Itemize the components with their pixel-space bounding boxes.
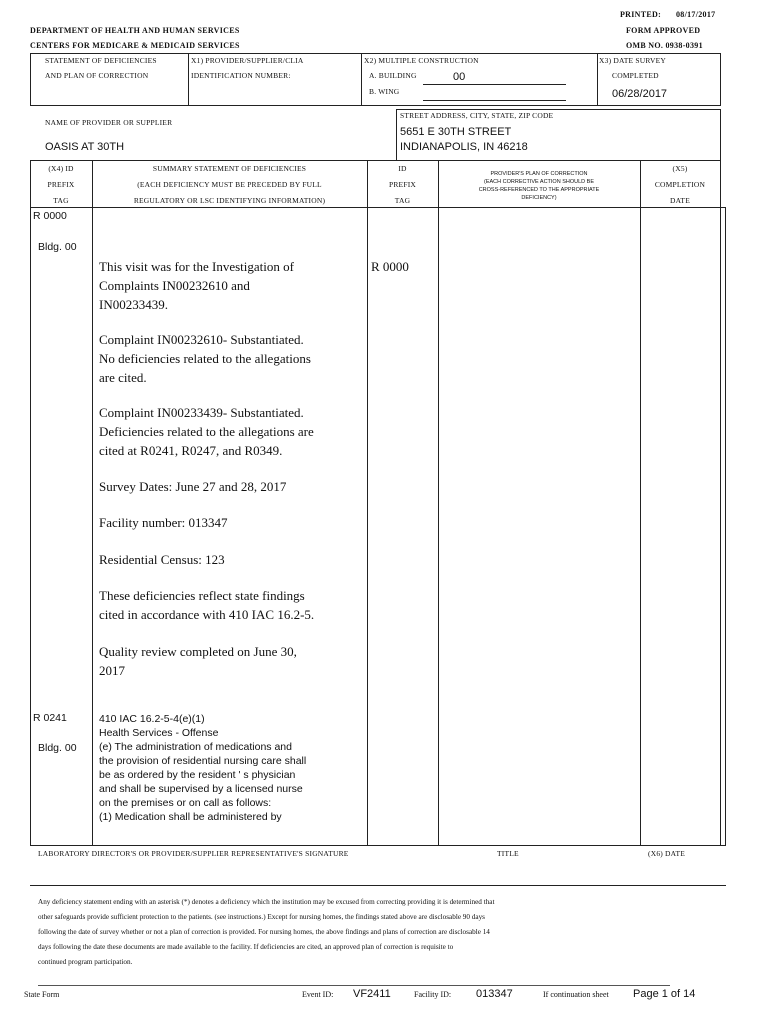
statement-label: STATEMENT OF DEFICIENCIES	[45, 56, 157, 65]
x4-header-3: TAG	[53, 196, 69, 205]
centers-name: CENTERS FOR MEDICARE & MEDICAID SERVICES	[30, 41, 240, 50]
row-bldg-1: Bldg. 00	[38, 241, 77, 253]
provider-name-value: OASIS AT 30TH	[45, 141, 125, 153]
footnote	[38, 895, 718, 970]
x1-label-2: IDENTIFICATION NUMBER:	[191, 71, 291, 80]
facility-id-label: Facility ID:	[414, 990, 452, 999]
plan-header-3: CROSS-REFERENCED TO THE APPROPRIATE	[478, 187, 600, 193]
building-label: A. BUILDING	[369, 71, 417, 80]
x4-header: (X4) ID	[48, 164, 74, 173]
footnote-line-2: other safeguards provide sufficient protection to the patients. (see instructions.) Except for nursing homes, the findings stated above are disclosable 90 days	[38, 913, 485, 921]
id-header: ID	[398, 164, 407, 173]
x4-header-2: PREFIX	[47, 180, 75, 189]
paragraph-facility-number: Facility number: 013347	[99, 515, 228, 530]
paragraph-state-findings: These deficiencies reflect state findings cited in accordance with 410 IAC 16.2-5.	[99, 588, 315, 622]
summary-header: SUMMARY STATEMENT OF DEFICIENCIES	[152, 164, 307, 173]
footnote-line-3: following the date of survey whether or not a plan of correction is provided. For nursing homes, the above findings and plans of correction are disclosable 14	[38, 928, 490, 936]
paragraph-survey-dates: Survey Dates: June 27 and 28, 2017	[99, 479, 287, 494]
plan-header-4: DEFICIENCY)	[521, 195, 557, 201]
title-label: TITLE	[497, 849, 519, 858]
address-label: STREET ADDRESS, CITY, STATE, ZIP CODE	[400, 111, 554, 120]
footnote-line-1: Any deficiency statement ending with an asterisk (*) denotes a deficiency which the institution may be excused from correcting providing it is determined that	[38, 898, 495, 906]
address-line-2: INDIANAPOLIS, IN 46218	[400, 141, 528, 153]
x3-label: X3) DATE SURVEY	[599, 56, 666, 65]
signature-label: LABORATORY DIRECTOR'S OR PROVIDER/SUPPLIER REPRESENTATIVE'S SIGNATURE	[38, 849, 349, 858]
statement-label-2: AND PLAN OF CORRECTION	[45, 71, 149, 80]
x5-header-2: COMPLETION	[654, 180, 706, 189]
address-line-1: 5651 E 30TH STREET	[400, 126, 512, 138]
x3-label-2: COMPLETED	[612, 71, 659, 80]
event-id-label: Event ID:	[302, 990, 334, 999]
facility-id-value: 013347	[476, 988, 513, 1000]
department-name: DEPARTMENT OF HEALTH AND HUMAN SERVICES	[30, 26, 240, 35]
paragraph-census: Residential Census: 123	[99, 552, 225, 567]
form-approved: FORM APPROVED	[626, 26, 701, 35]
id-header-2: PREFIX	[388, 180, 417, 189]
x1-label: X1) PROVIDER/SUPPLIER/CLIA	[191, 56, 304, 65]
plan-header-2: (EACH CORRECTIVE ACTION SHOULD BE	[483, 179, 595, 185]
footer-rule	[38, 985, 670, 986]
printed-label: PRINTED:	[620, 10, 662, 19]
omb-number: OMB NO. 0938-0391	[626, 41, 703, 50]
x5-header-3: DATE	[670, 196, 690, 205]
building-value: 00	[453, 71, 466, 83]
footnote-line-5: continued program participation.	[38, 958, 133, 966]
provider-name-label: NAME OF PROVIDER OR SUPPLIER	[45, 118, 173, 127]
x6-date-label: (X6) DATE	[648, 849, 686, 858]
row-tag-r0241: R 0241	[33, 712, 67, 724]
continuation-label: If continuation sheet	[543, 990, 609, 999]
paragraph-visit: This visit was for the Investigation of Complaints IN00232610 and IN00233439.	[99, 259, 294, 312]
row-tag-r0000: R 0000	[33, 210, 67, 222]
printed-date: 08/17/2017	[676, 10, 716, 19]
paragraph-health-services: 410 IAC 16.2-5-4(e)(1) Health Services - Offense (e) The administration of medications and the provision of residential nursing care shall be as ordered by the resident ' s physician and shall be supervised by a licensed nurse on the premises or on call as follows: (1) Medication shall be administered by	[99, 713, 307, 823]
paragraph-complaint-1: Complaint IN00232610- Substantiated. No deficiencies related to the allegations are cited.	[99, 332, 311, 385]
x5-header: (X5)	[672, 164, 688, 173]
plan-header: PROVIDER'S PLAN OF CORRECTION	[490, 171, 588, 177]
wing-label: B. WING	[369, 87, 400, 96]
summary-header-2: (EACH DEFICIENCY MUST BE PRECEDED BY FULL	[137, 180, 322, 189]
row-bldg-2: Bldg. 00	[38, 742, 77, 754]
event-id-value: VF2411	[353, 988, 391, 1000]
id-header-3: TAG	[394, 196, 411, 205]
state-form-label: State Form	[24, 990, 60, 999]
building-underline	[423, 84, 566, 85]
summary-header-3: REGULATORY OR LSC IDENTIFYING INFORMATION)	[133, 196, 326, 205]
row-tag-r0000-right: R 0000	[371, 259, 409, 274]
survey-completed-date: 06/28/2017	[612, 88, 668, 100]
x2-label: X2) MULTIPLE CONSTRUCTION	[364, 56, 479, 65]
footnote-line-4: days following the date these documents are made available to the facility. If deficiencies are cited, an approved plan of correction is requisite to	[38, 943, 454, 951]
paragraph-complaint-2: Complaint IN00233439- Substantiated. Deficiencies related to the allegations are cited at R0241, R0247, and R0349.	[99, 405, 314, 458]
paragraph-quality-review: Quality review completed on June 30, 2017	[99, 644, 297, 678]
page-number: Page 1 of 14	[633, 988, 696, 1000]
wing-underline	[423, 100, 566, 101]
signature-divider	[30, 885, 726, 886]
